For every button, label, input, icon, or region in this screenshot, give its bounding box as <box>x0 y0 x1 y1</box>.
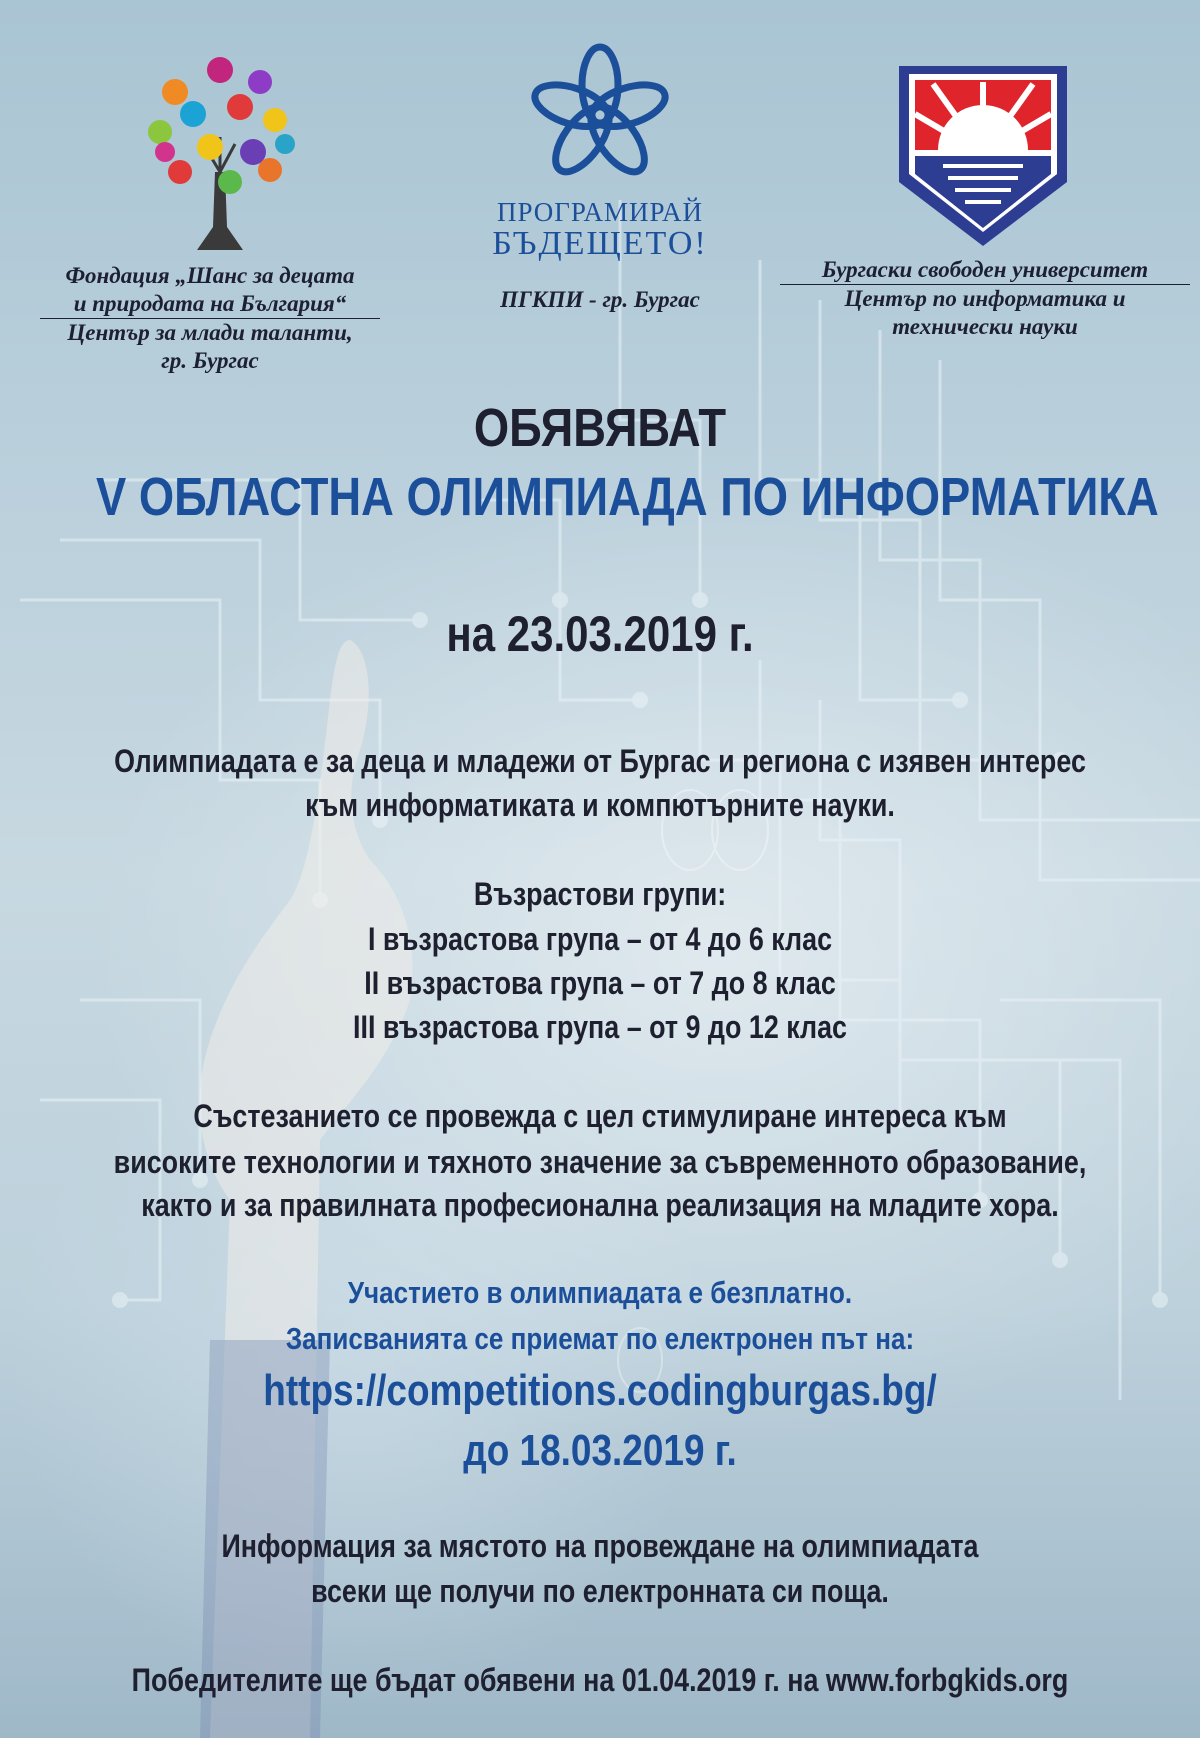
purpose-line2: високите технологии и тяхното значение за съвременното образование, <box>113 1144 1087 1180</box>
registration-intro: Записванията се приемат по електронен път на: <box>285 1321 915 1356</box>
foundation-center-line2: гр. Бургас <box>161 348 259 373</box>
description-line2: към информатиката и компютърните науки. <box>305 787 895 823</box>
participation-free: Участието в олимпиадата е безплатно. <box>347 1275 853 1310</box>
venue-line2: всеки ще получи по електронната си поща. <box>311 1573 889 1609</box>
age-group-item: II възрастова група – от 7 до 8 клас <box>364 965 836 1001</box>
school-name: ПГКПИ - гр. Бургас <box>500 287 700 312</box>
program-title-line2: БЪДЕЩЕТО! <box>492 225 708 262</box>
registration-deadline: до 18.03.2019 г. <box>463 1426 737 1475</box>
age-group-item: I възрастова група – от 4 до 6 клас <box>367 921 833 957</box>
program-future-logo <box>530 40 670 190</box>
event-date: на 23.03.2019 г. <box>446 606 754 662</box>
description-line1: Олимпиадата е за деца и младежи от Бургас и региона с изявен интерес <box>114 743 1086 779</box>
event-title: V ОБЛАСТНА ОЛИМПИАДА ПО ИНФОРМАТИКА <box>96 467 1159 527</box>
university-center-line2: технически науки <box>892 314 1078 339</box>
age-group-item: III възрастова група – от 9 до 12 клас <box>353 1009 847 1045</box>
foundation-logo <box>135 52 305 252</box>
foundation-name-line2: и природата на България“ <box>73 291 347 316</box>
purpose-line3: както и за правилната професионална реализация на младите хора. <box>141 1187 1059 1223</box>
purpose-line1: Състезанието се провежда с цел стимулиране интереса към <box>193 1098 1007 1134</box>
registration-link[interactable]: https://competitions.codingburgas.bg/ <box>263 1366 937 1415</box>
university-caption <box>775 256 1195 341</box>
foundation-center-line1: Център за млади таланти, <box>67 320 353 345</box>
university-center-line1: Център по информатика и <box>844 286 1126 311</box>
program-future-title <box>470 196 730 260</box>
age-groups-heading: Възрастови групи: <box>473 876 727 912</box>
venue-line1: Информация за мястото на провеждане на олимпиадата <box>221 1528 979 1564</box>
winners-announcement: Победителите ще бъдат обявени на 01.04.2019 г. на www.forbgkids.org <box>131 1662 1069 1698</box>
announcement-verb: ОБЯВЯВАТ <box>473 398 727 458</box>
university-name: Бургаски свободен университет <box>821 257 1149 282</box>
foundation-name-line1: Фондация „Шанс за децата <box>65 263 355 288</box>
program-title-line1: ПРОГРАМИРАЙ <box>496 197 704 227</box>
university-shield-logo <box>893 62 1073 250</box>
foundation-caption <box>30 262 390 375</box>
school-caption <box>440 286 760 314</box>
